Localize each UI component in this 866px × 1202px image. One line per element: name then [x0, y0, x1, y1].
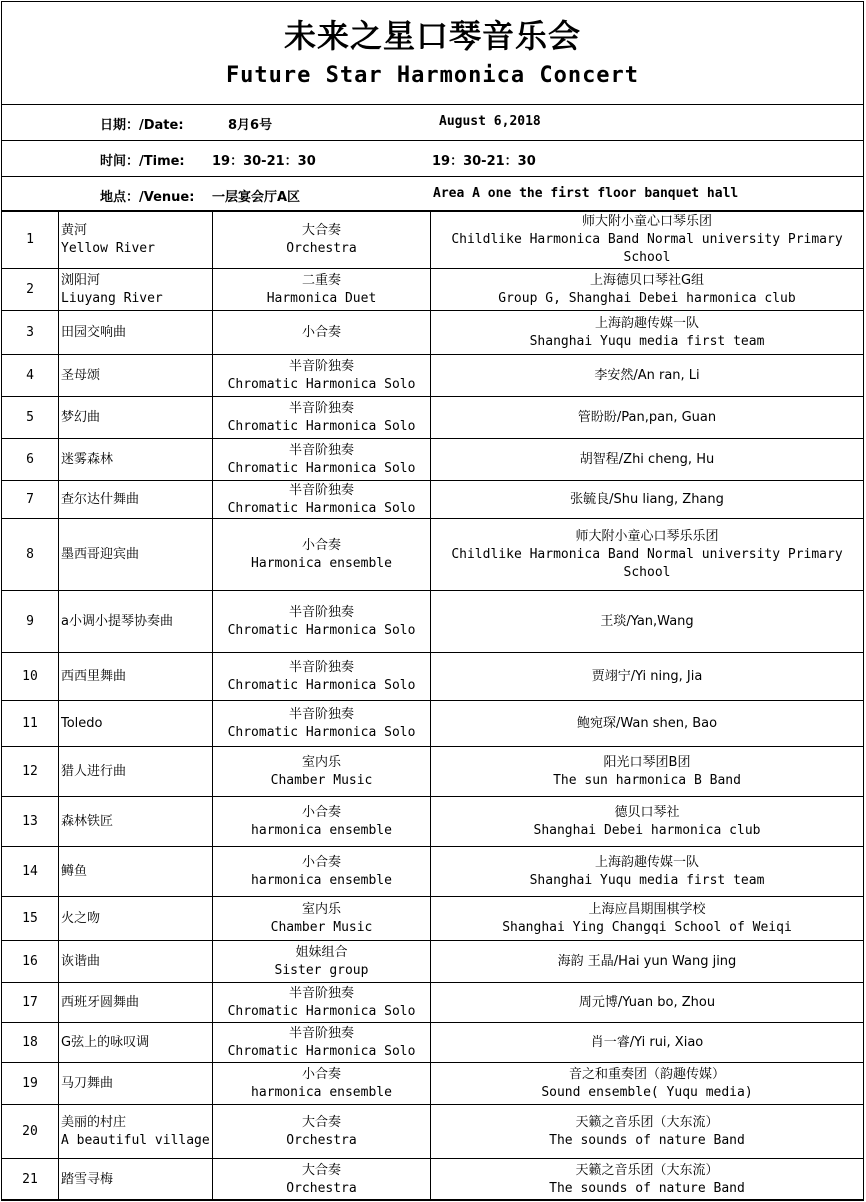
performance-type-en: Chromatic Harmonica Solo — [227, 500, 416, 516]
performer: 鲍宛琛/Wan shen, Bao — [576, 715, 718, 731]
row-number: 17 — [22, 994, 38, 1010]
performer-cell — [431, 701, 864, 747]
performer-en: Shanghai Yuqu media first team — [529, 333, 765, 349]
performer: 管盼盼/Pan,pan, Guan — [577, 409, 717, 425]
program-row — [2, 591, 864, 653]
performer-cell — [431, 591, 864, 653]
performance-type-en: harmonica ensemble — [251, 822, 392, 838]
performer: 德贝口琴社 — [614, 804, 680, 820]
performer-en: Sound ensemble( Yuqu media) — [541, 1084, 753, 1100]
piece-title: G弦上的咏叹调 — [61, 1034, 150, 1050]
row-number: 13 — [22, 813, 38, 829]
row-number: 9 — [26, 613, 34, 629]
row-number-cell — [2, 397, 59, 439]
piece-title: 黄河 — [61, 223, 88, 238]
performer: 师大附小童心口琴乐乐团 — [575, 528, 719, 544]
type-cell — [213, 1105, 431, 1159]
performance-type: 二重奏 — [301, 272, 341, 288]
performer-cell — [431, 653, 864, 701]
type-cell — [213, 847, 431, 897]
performance-type: 室内乐 — [301, 901, 341, 917]
piece-cell — [59, 397, 213, 439]
performer-cell — [431, 1105, 864, 1159]
performer: 王琰/Yan,Wang — [600, 613, 694, 629]
piece-cell — [59, 1023, 213, 1063]
performance-type: 半音阶独奏 — [288, 985, 354, 1001]
performance-type: 小合奏 — [301, 537, 341, 553]
performer: 李安然/An ran, Li — [594, 367, 700, 383]
row-number-cell — [2, 797, 59, 847]
piece-cell — [59, 1105, 213, 1159]
row-number: 19 — [22, 1075, 38, 1091]
performance-type-en: Orchestra — [286, 1132, 357, 1148]
program-row — [2, 653, 864, 701]
row-number: 6 — [26, 451, 34, 467]
program-row — [2, 747, 864, 797]
piece-title: 查尔达什舞曲 — [61, 491, 140, 507]
row-number-cell — [2, 653, 59, 701]
performance-type: 半音阶独奏 — [288, 442, 354, 458]
performer: 天籁之音乐团（大东流） — [575, 1114, 719, 1130]
row-number: 16 — [22, 953, 38, 969]
performance-type: 小合奏 — [301, 1066, 341, 1082]
performance-type: 小合奏 — [301, 854, 341, 870]
type-cell — [213, 941, 431, 983]
performer-en: The sounds of nature Band — [549, 1132, 745, 1148]
piece-title-en: A beautiful village — [61, 1132, 210, 1148]
performer: 周元博/Yuan bo, Zhou — [578, 994, 716, 1010]
program-row — [2, 701, 864, 747]
performance-type: 半音阶独奏 — [288, 400, 354, 416]
performer-cell — [431, 1063, 864, 1105]
piece-cell — [59, 653, 213, 701]
performance-type: 半音阶独奏 — [288, 482, 354, 498]
performer: 上海韵趣传媒一队 — [594, 315, 699, 331]
time-row — [2, 141, 863, 177]
performer: 上海德贝口琴社G组 — [589, 272, 705, 288]
program-row — [2, 847, 864, 897]
venue-value-cn: 一层宴会厅A区 — [212, 190, 301, 205]
piece-title: 圣母颂 — [61, 367, 101, 383]
piece-title: 浏阳河 — [61, 272, 101, 288]
performance-type-en: Chromatic Harmonica Solo — [227, 677, 416, 693]
performance-type-en: Chromatic Harmonica Solo — [227, 460, 416, 476]
row-number-cell — [2, 847, 59, 897]
performer-en: The sounds of nature Band — [549, 1180, 745, 1196]
type-cell — [213, 701, 431, 747]
piece-cell — [59, 439, 213, 481]
performance-type-en: harmonica ensemble — [251, 872, 392, 888]
row-number-cell — [2, 591, 59, 653]
piece-title: 诙谐曲 — [61, 953, 101, 969]
performer: 上海韵趣传媒一队 — [594, 854, 699, 870]
piece-cell — [59, 519, 213, 591]
type-cell — [213, 653, 431, 701]
type-cell — [213, 1159, 431, 1201]
performance-type-en: harmonica ensemble — [251, 1084, 392, 1100]
venue-value-en: Area A one the first floor banquet hall — [433, 186, 739, 201]
performance-type: 半音阶独奏 — [288, 659, 354, 675]
performance-type: 半音阶独奏 — [288, 1025, 354, 1041]
program-sheet — [1, 1, 864, 1200]
row-number-cell — [2, 747, 59, 797]
performance-type-en: Chromatic Harmonica Solo — [227, 376, 416, 392]
performer-cell — [431, 983, 864, 1023]
piece-cell — [59, 591, 213, 653]
program-row — [2, 941, 864, 983]
type-cell — [213, 591, 431, 653]
row-number-cell — [2, 519, 59, 591]
performer-cell — [431, 481, 864, 519]
piece-cell — [59, 1159, 213, 1201]
program-row — [2, 1159, 864, 1201]
row-number: 4 — [26, 367, 34, 383]
row-number: 5 — [26, 409, 34, 425]
time-value-cn: 19：30-21：30 — [212, 154, 316, 169]
row-number-cell — [2, 1063, 59, 1105]
type-cell — [213, 311, 431, 355]
piece-title: 迷雾森林 — [61, 451, 114, 467]
row-number-cell — [2, 941, 59, 983]
performer: 阳光口琴团B团 — [603, 754, 691, 770]
piece-cell — [59, 747, 213, 797]
row-number-cell — [2, 897, 59, 941]
performance-type-en: Orchestra — [286, 241, 357, 256]
performer: 张毓良/Shu liang, Zhang — [570, 491, 724, 507]
piece-cell — [59, 311, 213, 355]
piece-cell — [59, 355, 213, 397]
performer: 贾翊宁/Yi ning, Jia — [591, 668, 703, 684]
date-row — [2, 105, 863, 141]
performer: 音之和重奏团（韵趣传媒） — [568, 1066, 725, 1082]
row-number: 2 — [26, 281, 34, 297]
performer-cell — [431, 941, 864, 983]
performer-en: Group G, Shanghai Debei harmonica club — [498, 290, 796, 306]
type-cell — [213, 897, 431, 941]
piece-title: 踏雪寻梅 — [61, 1171, 114, 1187]
performer-cell — [431, 212, 864, 269]
performance-type-en: Harmonica Duet — [266, 290, 377, 306]
row-number: 7 — [26, 491, 34, 507]
type-cell — [213, 212, 431, 269]
title-english: Future Star Harmonica Concert — [225, 63, 640, 88]
row-number-cell — [2, 701, 59, 747]
performer: 海韵 王晶/Hai yun Wang jing — [557, 953, 737, 969]
performer-cell — [431, 311, 864, 355]
piece-cell — [59, 847, 213, 897]
title-block — [2, 2, 863, 105]
performance-type-en: Chromatic Harmonica Solo — [227, 1003, 416, 1019]
type-cell — [213, 439, 431, 481]
venue-label: 地点：/Venue: — [100, 190, 195, 205]
performer-cell — [431, 397, 864, 439]
performer: 天籁之音乐团（大东流） — [575, 1162, 719, 1178]
type-cell — [213, 747, 431, 797]
program-row — [2, 897, 864, 941]
performer-cell — [431, 747, 864, 797]
performer-cell — [431, 897, 864, 941]
row-number: 1 — [26, 232, 34, 247]
performer: 上海应昌期围棋学校 — [588, 901, 706, 917]
performer-en: The sun harmonica B Band — [553, 772, 741, 788]
performance-type-en: Chromatic Harmonica Solo — [227, 724, 416, 740]
row-number: 18 — [22, 1034, 38, 1050]
performer-cell — [431, 1159, 864, 1201]
type-cell — [213, 397, 431, 439]
piece-cell — [59, 269, 213, 311]
row-number-cell — [2, 439, 59, 481]
performance-type-en: Chamber Music — [270, 919, 373, 935]
performance-type: 半音阶独奏 — [288, 706, 354, 722]
program-row — [2, 983, 864, 1023]
piece-title: 猎人进行曲 — [61, 763, 127, 779]
program-row — [2, 481, 864, 519]
program-row — [2, 355, 864, 397]
performance-type: 大合奏 — [301, 223, 341, 238]
program-table — [1, 211, 864, 1201]
row-number: 10 — [22, 668, 38, 684]
performance-type: 大合奏 — [301, 1114, 341, 1130]
row-number: 21 — [22, 1171, 38, 1187]
row-number: 15 — [22, 910, 38, 926]
performance-type: 小合奏 — [301, 804, 341, 820]
performance-type-en: Chromatic Harmonica Solo — [227, 1043, 416, 1059]
program-row — [2, 519, 864, 591]
piece-title-en: Liuyang River — [61, 290, 163, 306]
time-label: 时间：/Time: — [100, 154, 185, 169]
program-row — [2, 439, 864, 481]
row-number-cell — [2, 355, 59, 397]
piece-cell — [59, 797, 213, 847]
performer: 师大附小童心口琴乐团 — [581, 214, 712, 229]
title-chinese: 未来之星口琴音乐会 — [283, 17, 581, 55]
performance-type: 小合奏 — [301, 324, 341, 340]
piece-title: 森林铁匠 — [61, 813, 114, 829]
piece-cell — [59, 941, 213, 983]
performance-type-en: Harmonica ensemble — [251, 555, 392, 571]
performance-type: 大合奏 — [301, 1162, 341, 1178]
performer-cell — [431, 1023, 864, 1063]
date-label: 日期：/Date: — [100, 118, 184, 133]
piece-title: 马刀舞曲 — [61, 1075, 114, 1091]
row-number-cell — [2, 1023, 59, 1063]
type-cell — [213, 481, 431, 519]
piece-title-en: Yellow River — [61, 241, 155, 256]
piece-cell — [59, 481, 213, 519]
piece-cell — [59, 897, 213, 941]
performance-type-en: Sister group — [274, 962, 369, 978]
piece-cell — [59, 701, 213, 747]
piece-title: 鳟鱼 — [61, 863, 88, 879]
venue-row — [2, 177, 863, 211]
date-value-en: August 6,2018 — [439, 114, 541, 129]
piece-title: 梦幻曲 — [61, 409, 101, 425]
piece-title: 美丽的村庄 — [61, 1114, 127, 1130]
performer-cell — [431, 519, 864, 591]
performer-en: Shanghai Debei harmonica club — [533, 822, 761, 838]
performer-cell — [431, 847, 864, 897]
date-value-cn: 8月6号 — [228, 118, 273, 133]
piece-title: 墨西哥迎宾曲 — [61, 546, 140, 562]
row-number-cell — [2, 311, 59, 355]
performer-en: Shanghai Ying Changqi School of Weiqi — [502, 919, 792, 935]
performance-type: 室内乐 — [301, 754, 341, 770]
performer: 肖一睿/Yi rui, Xiao — [590, 1034, 704, 1050]
row-number: 14 — [22, 863, 38, 879]
row-number-cell — [2, 1159, 59, 1201]
program-row — [2, 311, 864, 355]
row-number-cell — [2, 269, 59, 311]
performer-en: Childlike Harmonica Band Normal university Primary School — [451, 232, 843, 265]
performance-type: 半音阶独奏 — [288, 604, 354, 620]
performance-type-en: Chamber Music — [270, 772, 373, 788]
program-row — [2, 212, 864, 269]
performer-cell — [431, 439, 864, 481]
performance-type-en: Orchestra — [286, 1180, 357, 1196]
performer-cell — [431, 797, 864, 847]
performer: 胡智程/Zhi cheng, Hu — [579, 451, 715, 467]
type-cell — [213, 269, 431, 311]
type-cell — [213, 519, 431, 591]
piece-title: Toledo — [61, 715, 103, 731]
row-number-cell — [2, 1105, 59, 1159]
piece-title: a小调小提琴协奏曲 — [61, 613, 173, 629]
performer-cell — [431, 269, 864, 311]
performer-en: Childlike Harmonica Band Normal university Primary School — [451, 546, 843, 580]
type-cell — [213, 1063, 431, 1105]
row-number-cell — [2, 983, 59, 1023]
piece-cell — [59, 212, 213, 269]
piece-title: 西班牙圆舞曲 — [61, 994, 140, 1010]
row-number: 11 — [22, 715, 38, 731]
piece-cell — [59, 1063, 213, 1105]
row-number: 3 — [26, 324, 34, 340]
piece-title: 西西里舞曲 — [61, 668, 127, 684]
time-value-en: 19：30-21：30 — [432, 154, 536, 169]
type-cell — [213, 983, 431, 1023]
row-number: 20 — [22, 1123, 38, 1139]
performance-type: 半音阶独奏 — [288, 358, 354, 374]
performance-type-en: Chromatic Harmonica Solo — [227, 418, 416, 434]
row-number-cell — [2, 212, 59, 269]
program-row — [2, 1063, 864, 1105]
performance-type-en: Chromatic Harmonica Solo — [227, 622, 416, 638]
program-row — [2, 797, 864, 847]
piece-cell — [59, 983, 213, 1023]
performer-cell — [431, 355, 864, 397]
piece-title: 火之吻 — [61, 910, 101, 926]
program-row — [2, 397, 864, 439]
program-row — [2, 269, 864, 311]
type-cell — [213, 797, 431, 847]
piece-title: 田园交响曲 — [61, 324, 127, 340]
performance-type: 姐妹组合 — [295, 944, 348, 960]
row-number: 12 — [22, 763, 38, 779]
performer-en: Shanghai Yuqu media first team — [529, 872, 765, 888]
row-number: 8 — [26, 546, 34, 562]
program-row — [2, 1023, 864, 1063]
program-row — [2, 1105, 864, 1159]
type-cell — [213, 1023, 431, 1063]
row-number-cell — [2, 481, 59, 519]
type-cell — [213, 355, 431, 397]
